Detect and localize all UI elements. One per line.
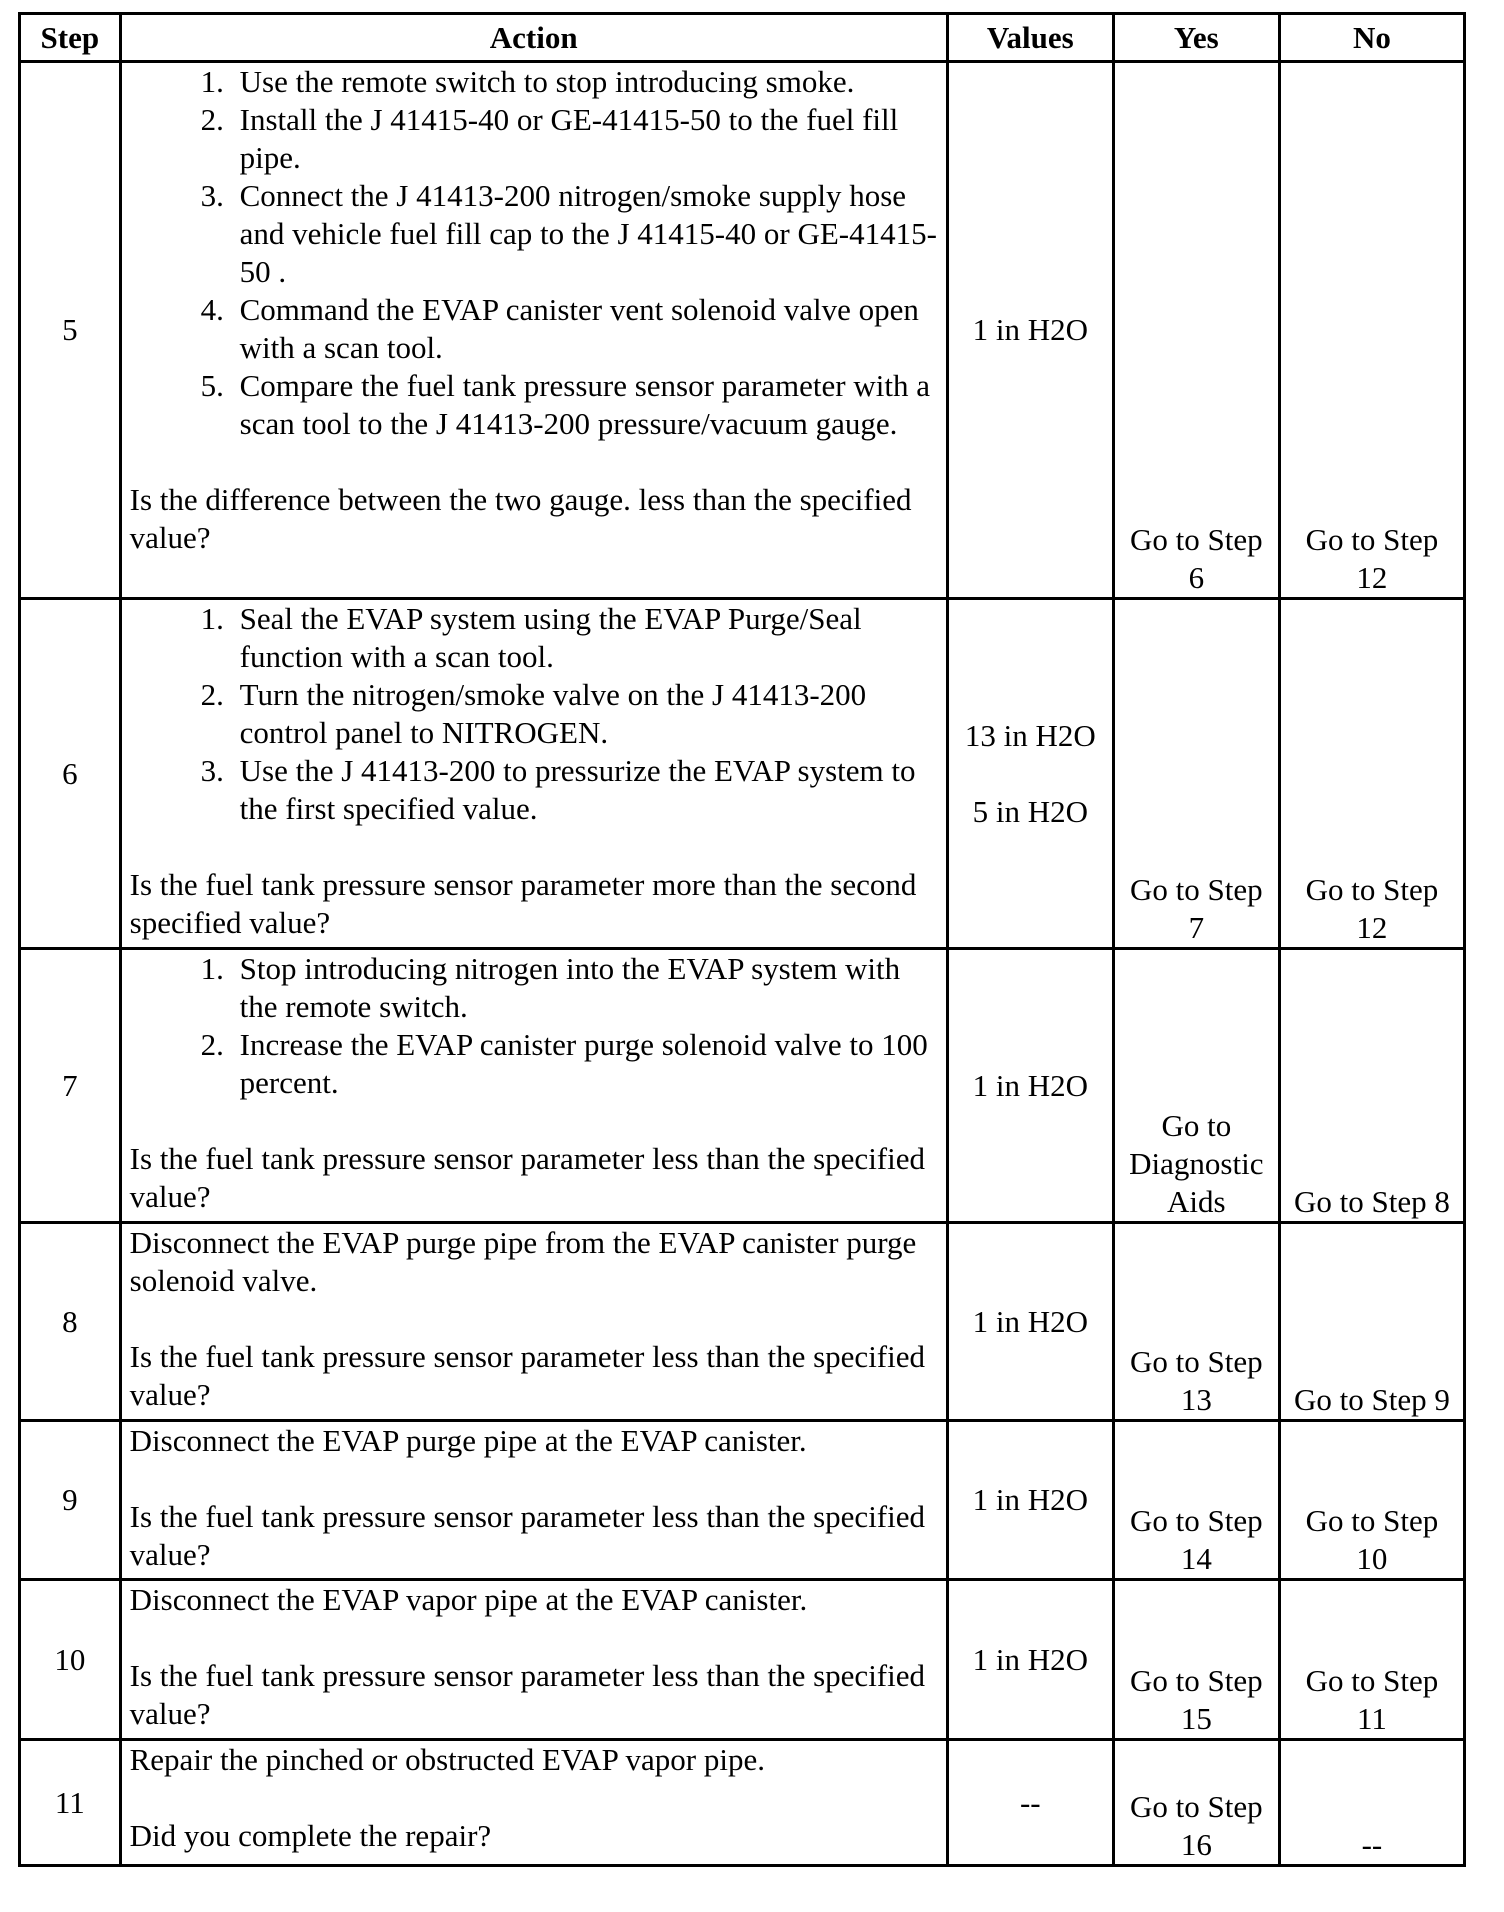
- action-item: 3. Use the J 41413-200 to pressurize the EVAP system to the first specified value.: [232, 752, 938, 828]
- action-cell: [120, 1580, 947, 1740]
- table-row: [20, 949, 1465, 1223]
- value-text: 1 in H2O: [972, 312, 1088, 347]
- action-item: 1. Stop introducing nitrogen into the EVAP system with the remote switch.: [232, 950, 938, 1026]
- value-text: 1 in H2O: [972, 1067, 1088, 1103]
- action-item: 1. Use the remote switch to stop introducing smoke.: [232, 63, 938, 101]
- step-number: 10: [20, 1580, 121, 1740]
- step-number: 7: [20, 949, 121, 1223]
- action-item: 2. Increase the EVAP canister purge solenoid valve to 100 percent.: [232, 1026, 938, 1102]
- header-values: Values: [947, 14, 1113, 62]
- action-text: Disconnect the EVAP purge pipe from the EVAP canister purge solenoid valve.: [129, 1225, 917, 1298]
- action-item: 3. Connect the J 41413-200 nitrogen/smoke supply hose and vehicle fuel fill cap to the J 41415-40 or GE-41415-50 .: [232, 177, 938, 291]
- yes-result: Go to Step 14: [1113, 1421, 1279, 1580]
- action-cell: [120, 949, 947, 1223]
- action-list: [130, 600, 938, 828]
- step-number: 9: [20, 1421, 121, 1580]
- no-result: Go to Step 12: [1279, 599, 1464, 949]
- action-item: 2. Install the J 41415-40 or GE-41415-50 to the fuel fill pipe.: [232, 101, 938, 177]
- step-number: 6: [20, 599, 121, 949]
- action-question: Is the difference between the two gauge. less than the specified value?: [129, 482, 912, 555]
- diagnostic-table: [18, 12, 1466, 1867]
- values-cell: [947, 1421, 1113, 1580]
- table-row: [20, 1223, 1465, 1421]
- no-result: Go to Step 11: [1279, 1580, 1464, 1740]
- value-text: 1 in H2O: [972, 1303, 1088, 1339]
- action-item: 4. Command the EVAP canister vent solenoid valve open with a scan tool.: [232, 291, 938, 367]
- action-question: Is the fuel tank pressure sensor parameter less than the specified value?: [129, 1339, 925, 1412]
- action-item: 2. Turn the nitrogen/smoke valve on the J 41413-200 control panel to NITROGEN.: [232, 676, 938, 752]
- table-row: [20, 599, 1465, 949]
- no-result: --: [1279, 1740, 1464, 1866]
- table-row: [20, 62, 1465, 599]
- action-cell: [120, 1223, 947, 1421]
- values-cell: [947, 599, 1113, 949]
- value-text: --: [1019, 1784, 1041, 1820]
- step-number: 11: [20, 1740, 121, 1866]
- header-yes: Yes: [1113, 14, 1279, 62]
- header-no: No: [1279, 14, 1464, 62]
- yes-result: Go to Step 6: [1113, 62, 1279, 599]
- yes-result: Go to Diagnostic Aids: [1113, 949, 1279, 1223]
- yes-result: Go to Step 13: [1113, 1223, 1279, 1421]
- action-cell: [120, 62, 947, 599]
- yes-result: Go to Step 7: [1113, 599, 1279, 949]
- action-cell: [120, 599, 947, 949]
- values-cell: [947, 62, 1113, 599]
- yes-result: Go to Step 16: [1113, 1740, 1279, 1866]
- header-row: [20, 14, 1465, 62]
- action-item: 5. Compare the fuel tank pressure sensor parameter with a scan tool to the J 41413-200 pressure/vacuum gauge.: [232, 367, 938, 443]
- no-result: Go to Step 9: [1279, 1223, 1464, 1421]
- table-row: [20, 1580, 1465, 1740]
- action-text: Repair the pinched or obstructed EVAP vapor pipe.: [129, 1742, 765, 1777]
- values-cell: [947, 1580, 1113, 1740]
- yes-result: Go to Step 15: [1113, 1580, 1279, 1740]
- action-question: Is the fuel tank pressure sensor parameter more than the second specified value?: [129, 867, 917, 940]
- action-cell: [120, 1421, 947, 1580]
- value-text: 5 in H2O: [972, 793, 1088, 829]
- action-question: Is the fuel tank pressure sensor parameter less than the specified value?: [129, 1141, 925, 1214]
- header-action: Action: [120, 14, 947, 62]
- value-text: 13 in H2O: [964, 717, 1096, 753]
- action-question: Did you complete the repair?: [129, 1818, 492, 1853]
- table-row: [20, 1421, 1465, 1580]
- value-text: 1 in H2O: [972, 1482, 1088, 1517]
- table-row: [20, 1740, 1465, 1866]
- action-text: Disconnect the EVAP vapor pipe at the EVAP canister.: [129, 1582, 808, 1617]
- action-item: 1. Seal the EVAP system using the EVAP Purge/Seal function with a scan tool.: [232, 600, 938, 676]
- step-number: 5: [20, 62, 121, 599]
- no-result: Go to Step 10: [1279, 1421, 1464, 1580]
- value-text: 1 in H2O: [972, 1641, 1088, 1677]
- values-cell: [947, 1740, 1113, 1866]
- action-question: Is the fuel tank pressure sensor parameter less than the specified value?: [129, 1499, 925, 1572]
- step-number: 8: [20, 1223, 121, 1421]
- values-cell: [947, 1223, 1113, 1421]
- action-question: Is the fuel tank pressure sensor parameter less than the specified value?: [129, 1658, 925, 1731]
- values-cell: [947, 949, 1113, 1223]
- no-result: Go to Step 12: [1279, 62, 1464, 599]
- action-cell: [120, 1740, 947, 1866]
- action-list: [130, 950, 938, 1102]
- header-step: Step: [20, 14, 121, 62]
- no-result: Go to Step 8: [1279, 949, 1464, 1223]
- action-list: [130, 63, 938, 443]
- action-text: Disconnect the EVAP purge pipe at the EVAP canister.: [129, 1423, 807, 1458]
